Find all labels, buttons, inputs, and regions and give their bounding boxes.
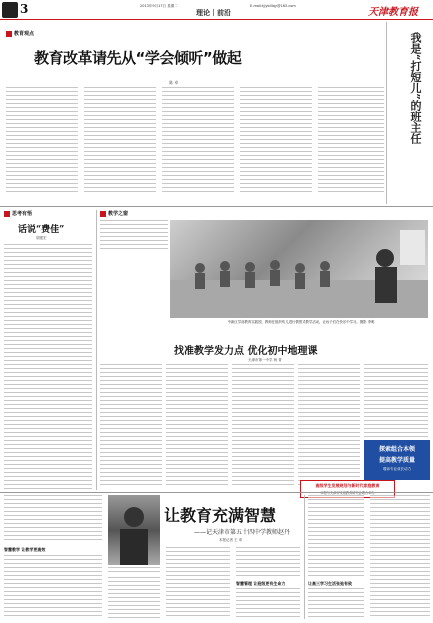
text-column: [4, 495, 102, 543]
middle-article: [98, 340, 431, 490]
square-icon: [6, 31, 12, 37]
sidebar-title: 我是“打短儿”的班主任: [409, 32, 422, 144]
section-tag: [6, 30, 34, 37]
text-column: [318, 87, 384, 195]
text-column: [236, 588, 300, 619]
portrait-caption: [108, 567, 160, 575]
text-column: [370, 495, 430, 619]
text-column: [364, 364, 428, 438]
essay-left: [4, 210, 94, 490]
text-column: [166, 364, 228, 488]
text-column: [236, 547, 300, 579]
byline: 陈 卓: [169, 80, 179, 85]
section-tag: [100, 210, 128, 217]
photo-caption: 中新区学前教育实践园，教师在组织幼儿进行情景式教学活动，让孩子们在快乐中学习。摄影 李明: [227, 320, 375, 324]
tag-label: 思考有悟: [12, 211, 33, 217]
text-column: [308, 588, 364, 619]
text-column: [100, 364, 162, 488]
banner-line-3: 增添专业成长动力: [383, 467, 411, 471]
text-column: [84, 87, 156, 195]
text-column: [108, 577, 160, 619]
teacher-portrait: [108, 495, 160, 565]
classroom-photo: [170, 220, 428, 318]
ad-line-1: 高级学生发展规划与新时代家庭教育: [315, 483, 380, 488]
intro-text: [100, 220, 168, 250]
column-divider: [96, 210, 97, 490]
tag-label: 教育观点: [14, 31, 35, 37]
square-icon: [4, 211, 10, 217]
essay-byline: 胡建宏: [36, 236, 47, 240]
subheading: 智慧管理 让班级更有生命力: [236, 581, 286, 586]
text-column: [4, 244, 92, 490]
column-divider: [304, 495, 305, 619]
blue-banner: [364, 440, 430, 480]
square-icon: [100, 211, 106, 217]
banner-line-2: 提高教学质量: [378, 457, 415, 464]
text-column: [4, 555, 102, 619]
text-column: [308, 495, 364, 577]
masthead: 天津教育报: [368, 7, 418, 18]
section-title: 理论｜前沿: [196, 9, 231, 17]
children-figures: [170, 220, 428, 318]
text-column: [162, 87, 234, 195]
section-divider: [0, 492, 433, 493]
bottom-byline: 本报记者 王 申: [219, 538, 243, 542]
section-divider: [0, 206, 433, 207]
portrait-figure: [108, 495, 160, 565]
ad-line-2: 本报与天津市家庭教育研究会联合举办: [320, 491, 375, 495]
subheading: 让高三学习生活张弛有致: [308, 581, 352, 586]
text-column: [166, 547, 230, 619]
section-tag: [4, 210, 32, 217]
bottom-headline: 让教育充满智慧: [164, 506, 277, 525]
text-column: [240, 87, 312, 195]
middle-byline: 天津市第一中学 杨 青: [248, 358, 282, 362]
bottom-article: [4, 495, 431, 621]
tag-label: 教学之窗: [108, 211, 129, 217]
essay-headline: 话说“费佳”: [18, 225, 65, 235]
email-line: E-mail:tjjyblllqy@163.com: [250, 4, 296, 8]
text-column: [6, 87, 78, 195]
page-header: [0, 0, 433, 20]
headline: 教育改革请先从“学会倾听”做起: [34, 49, 242, 67]
date-line: 2013年9月17日 星期二: [140, 4, 178, 8]
subheading: 智慧教学 让教学更高效: [4, 547, 46, 552]
bottom-subheadline: ——记天津市第五十四中学教师赵丹: [194, 529, 291, 536]
top-article: [4, 25, 384, 205]
logo-icon: [2, 2, 18, 18]
text-column: [298, 364, 360, 488]
page-number: 3: [20, 2, 29, 16]
header-rule: [0, 19, 433, 20]
text-column: [232, 364, 294, 488]
middle-headline: 找准教学发力点 优化初中地理课: [174, 346, 318, 357]
photo-box: [98, 210, 431, 340]
banner-line-1: 探索组合本领: [378, 446, 415, 453]
vertical-sidebar: [388, 22, 431, 204]
column-divider: [386, 22, 387, 204]
